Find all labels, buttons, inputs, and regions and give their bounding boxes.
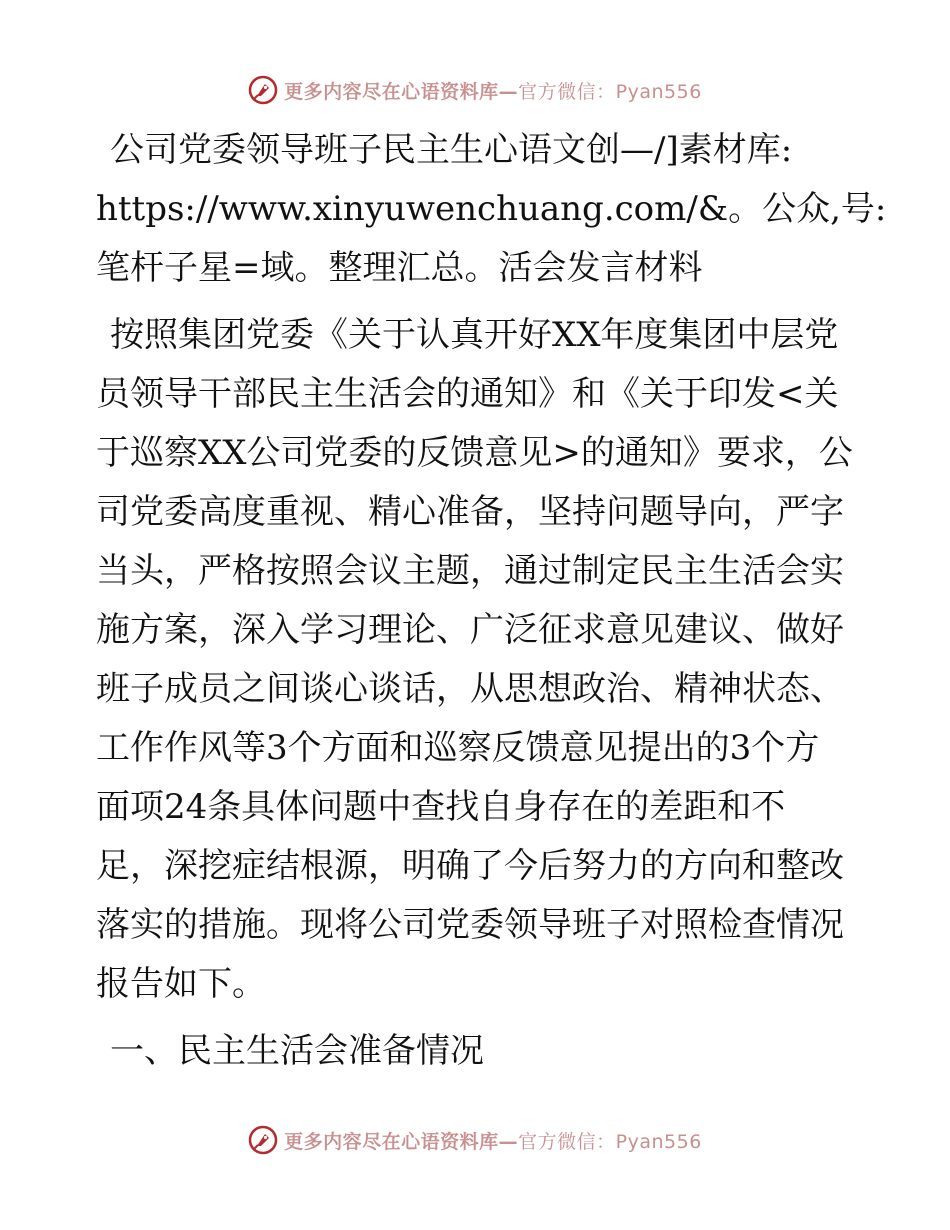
body-line: 司党委高度重视、精心准备，坚持问题导向，严字 — [96, 492, 844, 532]
body-line: 班子成员之间谈心谈话，从思想政治、精神状态、 — [96, 669, 844, 709]
title-line: 笔杆子星=域。整理汇总。活会发言材料 — [96, 248, 703, 288]
body-line: 员领导干部民主生活会的通知》和《关于印发<关 — [96, 374, 839, 414]
banner-text — [284, 1127, 702, 1154]
body-paragraph — [96, 306, 856, 1014]
body-line: 工作作风等3个方面和巡察反馈意见提出的3个方 — [96, 728, 820, 768]
section-heading-text: 一、民主生活会准备情况 — [110, 1031, 484, 1071]
body-line: 报告如下。 — [96, 964, 266, 1004]
body-line: 足，深挖症结根源，明确了今后努力的方向和整改 — [96, 846, 844, 886]
banner-main-text: 更多内容尽在心语资料库— — [284, 1130, 519, 1153]
body-line: 面项24条具体问题中查找自身存在的差距和不 — [96, 787, 786, 827]
header-banner — [0, 70, 950, 110]
banner-text — [284, 77, 702, 104]
title-line: 公司党委领导班子民主生心语文创—/]素材库: — [110, 130, 793, 170]
body-line: 于巡察XX公司党委的反馈意见>的通知》要求，公 — [96, 433, 853, 473]
banner-account-text: 官方微信：Pyan556 — [518, 80, 702, 103]
section-heading — [96, 1022, 856, 1081]
banner-account-text: 官方微信：Pyan556 — [518, 1130, 702, 1153]
body-line: 按照集团党委《关于认真开好XX年度集团中层党 — [110, 315, 839, 355]
pen-nib-logo-icon — [248, 1125, 278, 1155]
document-title — [96, 121, 887, 298]
body-line: 施方案，深入学习理论、广泛征求意见建议、做好 — [96, 610, 844, 650]
body-line: 落实的措施。现将公司党委领导班子对照检查情况 — [96, 905, 844, 945]
title-line: https://www.xinyuwenchuang.com/&。公众,号: — [96, 189, 887, 229]
body-line: 当头，严格按照会议主题，通过制定民主生活会实 — [96, 551, 844, 591]
pen-nib-logo-icon — [248, 75, 278, 105]
banner-main-text: 更多内容尽在心语资料库— — [284, 80, 519, 103]
footer-banner — [0, 1120, 950, 1160]
